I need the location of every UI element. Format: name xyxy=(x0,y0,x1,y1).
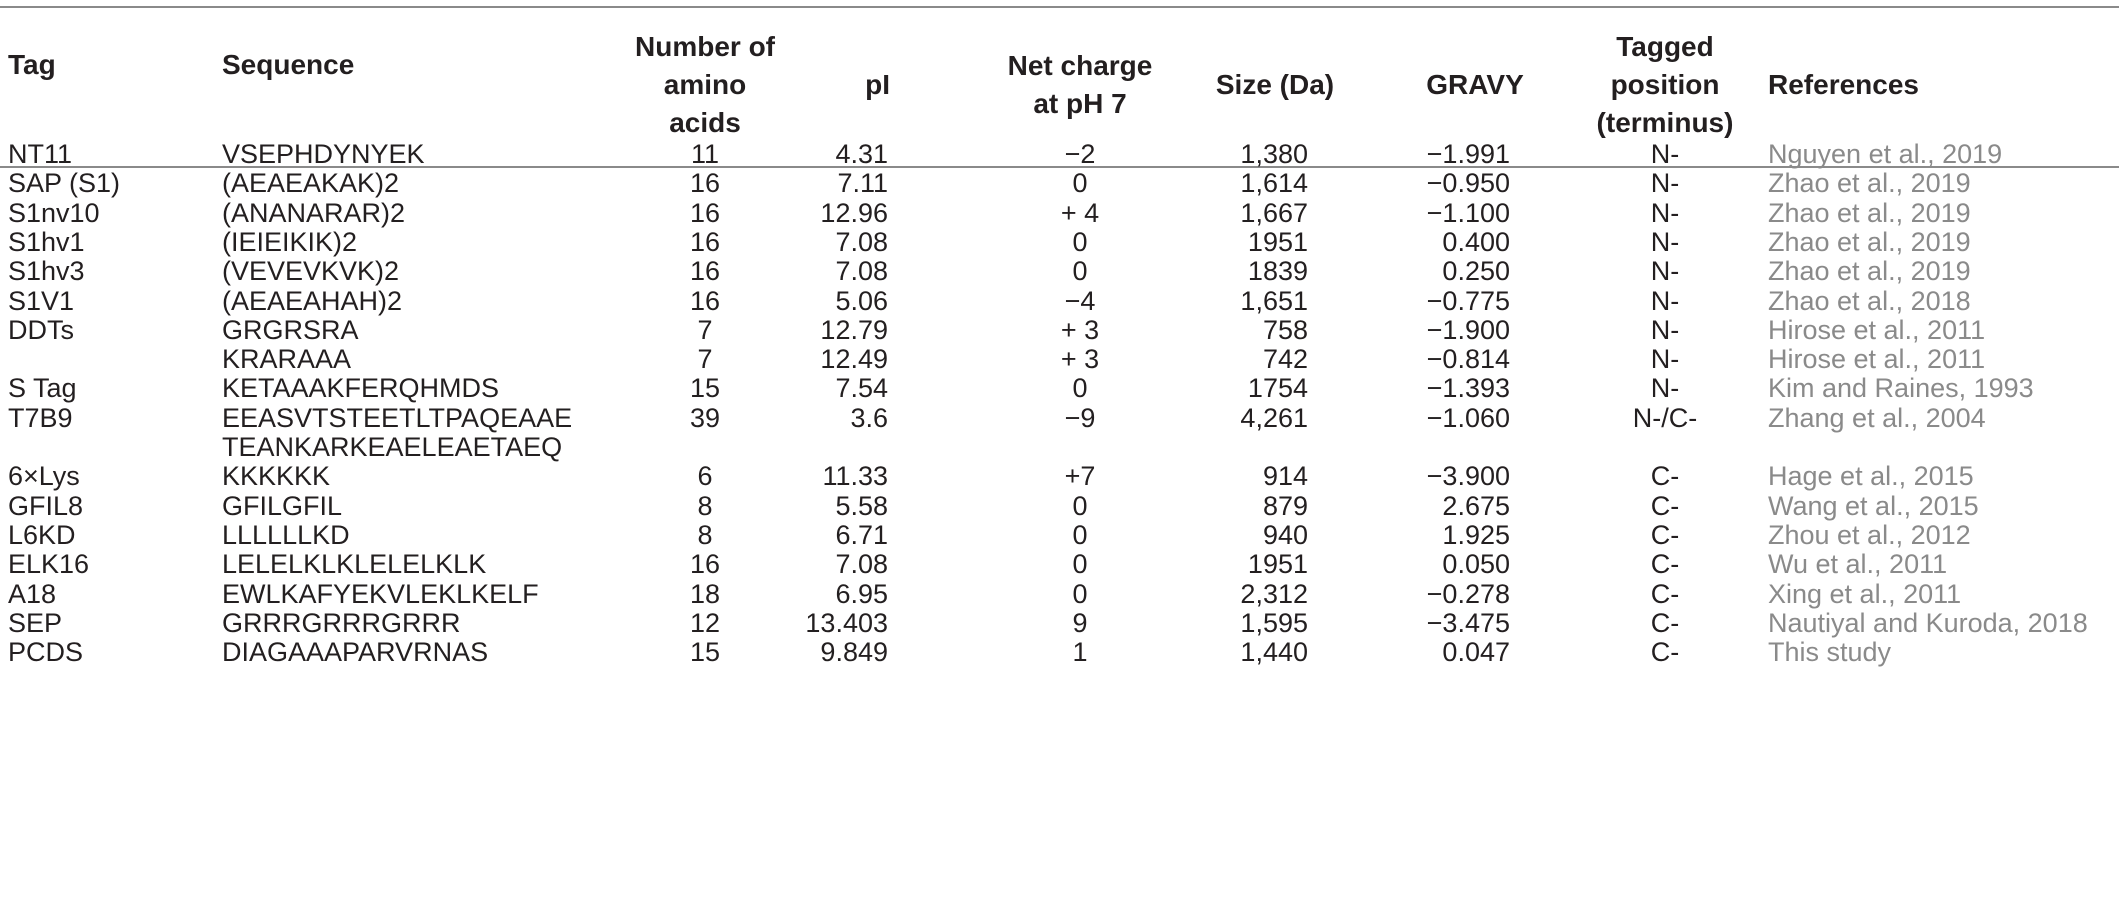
cell-reference: Xing et al., 2011 xyxy=(1768,578,1962,609)
cell-sequence: (AEAEAKAK)2 xyxy=(222,168,400,199)
cell-pi: 7.54 xyxy=(835,373,888,404)
cell-tag: A18 xyxy=(8,578,57,609)
cell-reference: Hirose et al., 2011 xyxy=(1768,314,1986,345)
cell-position: N- xyxy=(1650,373,1680,404)
cell-pi: 5.58 xyxy=(835,490,888,521)
cell-gravy: −0.950 xyxy=(1426,168,1510,199)
cell-size: 1,440 xyxy=(1240,637,1308,668)
cell-tag: S Tag xyxy=(8,373,77,404)
header-num-aa-line-2: amino xyxy=(663,69,747,100)
cell-position: C- xyxy=(1650,519,1680,550)
cell-pi: 5.06 xyxy=(835,285,888,316)
cell-gravy: 0.047 xyxy=(1442,637,1510,668)
cell-position: N- xyxy=(1650,139,1680,169)
cell-gravy: −0.814 xyxy=(1426,344,1510,375)
cell-num-aa: 11 xyxy=(690,139,720,169)
cell-size: 1839 xyxy=(1247,256,1308,287)
cell-gravy: 1.925 xyxy=(1442,519,1510,550)
cell-pi: 7.08 xyxy=(835,549,888,580)
cell-num-aa: 16 xyxy=(689,226,721,257)
cell-net-charge: 0 xyxy=(1072,226,1088,257)
cell-net-charge: −2 xyxy=(1064,139,1096,169)
cell-sequence: LELELKLKLELELKLK xyxy=(222,549,487,580)
cell-num-aa: 16 xyxy=(689,256,721,287)
cell-position: N- xyxy=(1650,168,1680,199)
cell-tag: SAP (S1) xyxy=(8,168,121,199)
cell-reference: Zhang et al., 2004 xyxy=(1768,402,1986,433)
cell-pi: 12.96 xyxy=(820,197,888,228)
cell-sequence: KKKKKK xyxy=(222,461,331,492)
cell-pi: 13.403 xyxy=(805,607,888,638)
cell-pi: 6.71 xyxy=(835,519,888,550)
cell-reference: Nguyen et al., 2019 xyxy=(1768,139,2003,169)
cell-net-charge: 0 xyxy=(1072,373,1088,404)
cell-net-charge: 0 xyxy=(1072,490,1088,521)
cell-reference: Hirose et al., 2011 xyxy=(1768,344,1986,375)
cell-tag: DDTs xyxy=(8,314,74,345)
cell-tag: ELK16 xyxy=(8,549,90,580)
cell-net-charge: −9 xyxy=(1064,402,1096,433)
cell-num-aa: 12 xyxy=(689,607,721,638)
cell-sequence: (IEIEIKIK)2 xyxy=(222,226,358,257)
cell-gravy: −1.060 xyxy=(1426,402,1510,433)
cell-gravy: 0.400 xyxy=(1442,226,1510,257)
cell-tag: SEP xyxy=(8,607,63,638)
cell-position: C- xyxy=(1650,490,1680,521)
cell-size: 1,380 xyxy=(1240,139,1308,169)
cell-tag: S1hv3 xyxy=(8,256,85,287)
cell-reference: Kim and Raines, 1993 xyxy=(1768,373,2034,404)
cell-sequence: GRRRGRRRGRRR xyxy=(222,607,461,638)
cell-tag: GFIL8 xyxy=(8,490,84,521)
cell-size: 1951 xyxy=(1247,549,1308,580)
cell-sequence: EEASVTSTEETLTPAQEAAE xyxy=(222,402,573,433)
cell-num-aa: 15 xyxy=(689,637,721,668)
cell-size: 1,595 xyxy=(1240,607,1308,638)
cell-pi: 12.49 xyxy=(820,344,888,375)
cell-position: N- xyxy=(1650,197,1680,228)
header-size: Size (Da) xyxy=(1215,69,1335,100)
cell-gravy: −0.278 xyxy=(1426,578,1510,609)
cell-tag: NT11 xyxy=(8,139,73,169)
cell-tag: S1nv10 xyxy=(8,197,100,228)
cell-num-aa: 7 xyxy=(697,344,713,375)
cell-gravy: −3.475 xyxy=(1426,607,1510,638)
cell-sequence: TEANKARKEAELEAETAEQ xyxy=(222,432,563,462)
cell-gravy: −3.900 xyxy=(1426,461,1510,492)
cell-pi: 7.08 xyxy=(835,226,888,257)
cell-reference: Zhao et al., 2019 xyxy=(1768,256,1971,287)
top-rule xyxy=(0,6,2119,8)
header-position-line-2: position xyxy=(1610,69,1720,100)
cell-reference: This study xyxy=(1768,637,1892,668)
cell-num-aa: 39 xyxy=(689,402,721,433)
cell-sequence: VSEPHDYNYEK xyxy=(222,139,425,169)
header-sequence: Sequence xyxy=(222,49,355,80)
cell-num-aa: 16 xyxy=(689,197,721,228)
header-num-aa-line-1: Number of xyxy=(635,31,775,62)
cell-size: 940 xyxy=(1262,519,1308,550)
cell-num-aa: 6 xyxy=(697,461,713,492)
cell-size: 1,614 xyxy=(1240,168,1308,199)
cell-sequence: GRGRSRA xyxy=(222,314,359,345)
header-number-of-amino-acids xyxy=(600,28,810,142)
cell-position: N- xyxy=(1650,344,1680,375)
cell-sequence: KRARAAA xyxy=(222,344,352,375)
cell-position: N- xyxy=(1650,285,1680,316)
cell-sequence: GFILGFIL xyxy=(222,490,343,521)
cell-net-charge: + 3 xyxy=(1060,344,1100,375)
cell-position: C- xyxy=(1650,607,1680,638)
cell-gravy: 2.675 xyxy=(1442,490,1510,521)
cell-net-charge: 0 xyxy=(1072,519,1088,550)
header-charge-line-1: Net charge xyxy=(1007,50,1153,81)
cell-tag: T7B9 xyxy=(8,402,73,433)
cell-pi: 6.95 xyxy=(835,578,888,609)
cell-size: 4,261 xyxy=(1240,402,1308,433)
header-references: References xyxy=(1768,69,1919,100)
cell-num-aa: 16 xyxy=(689,285,721,316)
cell-reference: Zhao et al., 2019 xyxy=(1768,197,1971,228)
cell-sequence: (AEAEAHAH)2 xyxy=(222,285,403,316)
cell-pi: 7.08 xyxy=(835,256,888,287)
cell-position: C- xyxy=(1650,461,1680,492)
cell-num-aa: 8 xyxy=(697,490,713,521)
cell-net-charge: 0 xyxy=(1072,256,1088,287)
cell-pi: 11.33 xyxy=(822,461,888,492)
cell-pi: 4.31 xyxy=(835,139,888,169)
cell-size: 742 xyxy=(1262,344,1308,375)
cell-gravy: 0.250 xyxy=(1442,256,1510,287)
cell-gravy: −0.775 xyxy=(1426,285,1510,316)
cell-sequence: DIAGAAAPARVRNAS xyxy=(222,637,489,668)
cell-tag: PCDS xyxy=(8,637,84,668)
cell-num-aa: 18 xyxy=(689,578,721,609)
cell-pi: 9.849 xyxy=(820,637,888,668)
header-num-aa-line-3: acids xyxy=(669,107,741,138)
cell-pi: 3.6 xyxy=(850,402,888,433)
cell-reference: Wang et al., 2015 xyxy=(1768,490,1979,521)
cell-position: C- xyxy=(1650,549,1680,580)
cell-size: 914 xyxy=(1262,461,1308,492)
cell-reference: Zhao et al., 2018 xyxy=(1768,285,1971,316)
cell-pi: 12.79 xyxy=(820,314,888,345)
cell-size: 1,651 xyxy=(1240,285,1308,316)
cell-sequence: (ANANARAR)2 xyxy=(222,197,406,228)
cell-position: C- xyxy=(1650,637,1680,668)
header-position-line-3: (terminus) xyxy=(1596,107,1734,138)
cell-reference: Nautiyal and Kuroda, 2018 xyxy=(1768,607,2088,638)
cell-size: 758 xyxy=(1262,314,1308,345)
cell-size: 1,667 xyxy=(1240,197,1308,228)
header-gravy: GRAVY xyxy=(1426,69,1524,100)
cell-tag: S1V1 xyxy=(8,285,75,316)
cell-net-charge: 0 xyxy=(1072,549,1088,580)
cell-reference: Zhou et al., 2012 xyxy=(1768,519,1971,550)
cell-num-aa: 15 xyxy=(689,373,721,404)
cell-net-charge: 0 xyxy=(1072,578,1088,609)
cell-tag: 6×Lys xyxy=(8,461,80,492)
cell-size: 1754 xyxy=(1247,373,1308,404)
header-position-line-1: Tagged xyxy=(1616,31,1714,62)
cell-size: 2,312 xyxy=(1240,578,1308,609)
cell-gravy: −1.100 xyxy=(1426,197,1510,228)
cell-net-charge: 0 xyxy=(1072,168,1088,199)
cell-gravy: −1.991 xyxy=(1426,139,1510,169)
header-net-charge xyxy=(980,47,1180,123)
cell-gravy: −1.900 xyxy=(1426,314,1510,345)
cell-net-charge: 9 xyxy=(1072,607,1088,638)
cell-position: N- xyxy=(1650,314,1680,345)
cell-num-aa: 7 xyxy=(697,314,713,345)
cell-tag: L6KD xyxy=(8,519,76,550)
cell-num-aa: 8 xyxy=(697,519,713,550)
header-tagged-position xyxy=(1580,28,1750,142)
cell-gravy: −1.393 xyxy=(1426,373,1510,404)
cell-sequence: LLLLLLKD xyxy=(222,519,350,550)
cell-num-aa: 16 xyxy=(689,549,721,580)
cell-net-charge: + 4 xyxy=(1060,197,1100,228)
cell-net-charge: + 3 xyxy=(1060,314,1100,345)
cell-pi: 7.11 xyxy=(837,168,888,199)
cell-size: 879 xyxy=(1262,490,1308,521)
cell-sequence: KETAAAKFERQHMDS xyxy=(222,373,500,404)
cell-reference: Zhao et al., 2019 xyxy=(1768,226,1971,257)
cell-reference: Zhao et al., 2019 xyxy=(1768,168,1971,199)
cell-position: N-/C- xyxy=(1632,402,1698,433)
cell-num-aa: 16 xyxy=(689,168,721,199)
cell-tag: S1hv1 xyxy=(8,226,85,257)
cell-reference: Wu et al., 2011 xyxy=(1768,549,1948,580)
cell-size: 1951 xyxy=(1247,226,1308,257)
header-tag: Tag xyxy=(8,49,56,80)
cell-sequence: EWLKAFYEKVLEKLKELF xyxy=(222,578,539,609)
cell-sequence: (VEVEVKVK)2 xyxy=(222,256,400,287)
cell-gravy: 0.050 xyxy=(1442,549,1510,580)
header-pi: pI xyxy=(865,69,890,100)
cell-reference: Hage et al., 2015 xyxy=(1768,461,1974,492)
cell-position: N- xyxy=(1650,226,1680,257)
cell-position: N- xyxy=(1650,256,1680,287)
header-charge-line-2: at pH 7 xyxy=(1033,88,1127,119)
cell-net-charge: −4 xyxy=(1064,285,1096,316)
cell-net-charge: 1 xyxy=(1072,637,1088,668)
cell-position: C- xyxy=(1650,578,1680,609)
cell-net-charge: +7 xyxy=(1064,461,1096,492)
